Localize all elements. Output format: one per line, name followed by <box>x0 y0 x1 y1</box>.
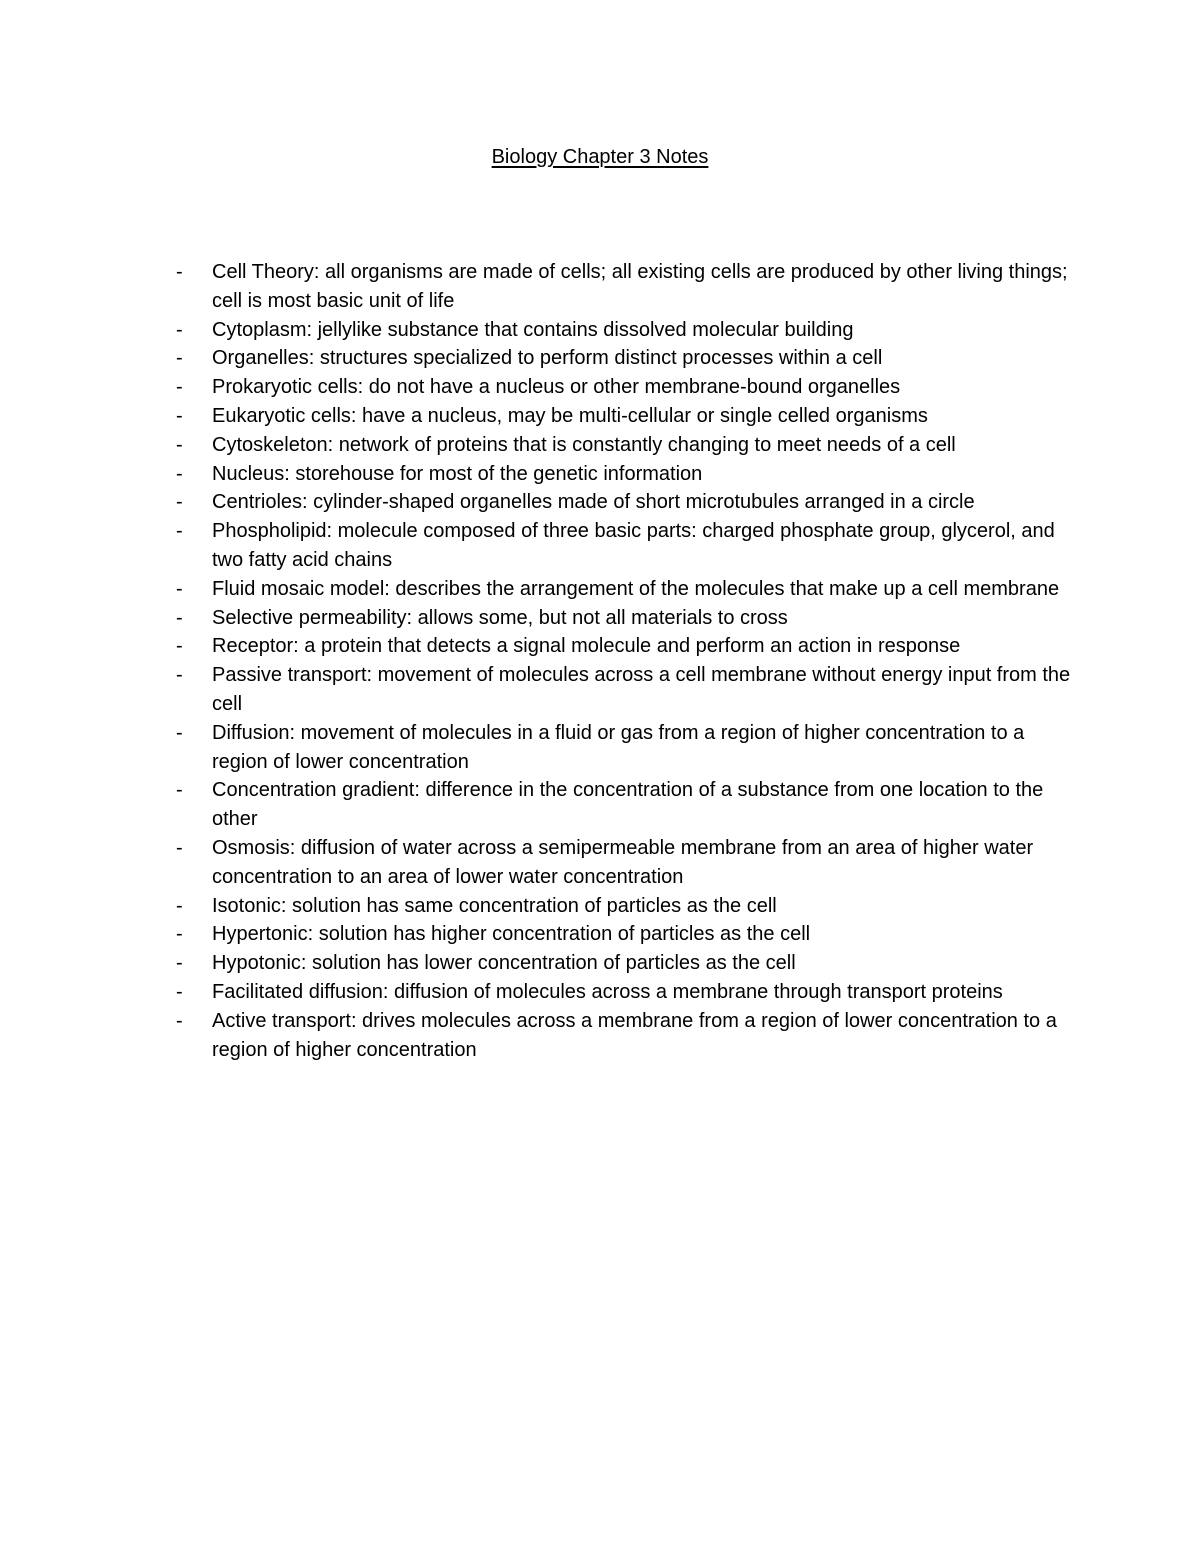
note-item <box>0 949 1200 978</box>
bullet-dash: - <box>176 376 183 399</box>
note-item <box>0 978 1200 1007</box>
bullet-dash: - <box>176 980 183 1003</box>
bullet-dash: - <box>176 779 183 802</box>
note-text: Cytoplasm: jellylike substance that contains dissolved molecular building <box>212 318 854 341</box>
note-text: Facilitated diffusion: diffusion of molecules across a membrane through transport proteins <box>212 980 1003 1003</box>
note-item <box>0 258 1200 316</box>
bullet-dash: - <box>176 261 183 283</box>
note-item <box>0 316 1200 345</box>
note-text: Nucleus: storehouse for most of the genetic information <box>212 462 703 485</box>
note-item <box>0 920 1200 949</box>
note-item <box>0 373 1200 402</box>
note-item <box>0 834 1200 892</box>
note-item <box>0 1007 1200 1065</box>
note-text: Fluid mosaic model: describes the arrangement of the molecules that make up a cell membrane <box>212 577 1060 600</box>
note-text: Eukaryotic cells: have a nucleus, may be multi-cellular or single celled organisms <box>212 404 928 427</box>
bullet-dash: - <box>176 520 183 543</box>
note-item <box>0 776 1200 834</box>
bullet-dash: - <box>176 894 183 917</box>
note-item <box>0 402 1200 431</box>
notes-list <box>0 258 1200 1064</box>
note-text: Cytoskeleton: network of proteins that is constantly changing to meet needs of a cell <box>212 433 956 456</box>
note-item <box>0 575 1200 604</box>
bullet-dash: - <box>176 635 183 658</box>
bullet-dash: - <box>176 923 183 946</box>
bullet-dash: - <box>176 836 183 859</box>
note-text: Osmosis: diffusion of water across a semipermeable membrane from an area of higher water concentration to an area of lower water concentration <box>212 836 1034 888</box>
note-text: Phospholipid: molecule composed of three basic parts: charged phosphate group, glycerol, and two fatty acid chains <box>212 520 1055 571</box>
note-item <box>0 517 1200 575</box>
note-item <box>0 661 1200 719</box>
bullet-dash: - <box>176 433 183 456</box>
note-text: Centrioles: cylinder-shaped organelles made of short microtubules arranged in a circle <box>212 491 975 514</box>
bullet-dash: - <box>176 606 183 629</box>
note-item <box>0 431 1200 460</box>
bullet-dash: - <box>176 1009 183 1032</box>
bullet-dash: - <box>176 664 183 687</box>
bullet-dash: - <box>176 318 183 341</box>
note-item <box>0 632 1200 661</box>
note-item <box>0 460 1200 489</box>
bullet-dash: - <box>176 462 183 485</box>
note-text: Cell Theory: all organisms are made of cells; all existing cells are produced by other living things; cell is most basic unit of life <box>212 261 1068 312</box>
note-text: Organelles: structures specialized to perform distinct processes within a cell <box>212 347 883 370</box>
note-text: Selective permeability: allows some, but not all materials to cross <box>212 606 788 629</box>
bullet-dash: - <box>176 347 183 370</box>
bullet-dash: - <box>176 577 183 600</box>
note-text: Isotonic: solution has same concentration of particles as the cell <box>212 894 777 917</box>
note-item <box>0 719 1200 777</box>
note-text: Receptor: a protein that detects a signal molecule and perform an action in response <box>212 635 961 658</box>
note-text: Hypertonic: solution has higher concentration of particles as the cell <box>212 923 811 946</box>
note-text: Hypotonic: solution has lower concentration of particles as the cell <box>212 952 796 975</box>
note-text: Concentration gradient: difference in the concentration of a substance from one location to the other <box>212 779 1044 831</box>
bullet-dash: - <box>176 721 183 744</box>
note-text: Diffusion: movement of molecules in a fluid or gas from a region of higher concentration to a region of lower concentration <box>212 721 1025 773</box>
note-item <box>0 488 1200 517</box>
note-text: Passive transport: movement of molecules across a cell membrane without energy input from the cell <box>212 664 1071 715</box>
bullet-dash: - <box>176 491 183 514</box>
document-title-text: Biology Chapter 3 Notes <box>491 146 709 168</box>
note-item <box>0 604 1200 633</box>
bullet-dash: - <box>176 404 183 427</box>
note-item <box>0 344 1200 373</box>
bullet-dash: - <box>176 952 183 975</box>
note-text: Active transport: drives molecules across a membrane from a region of lower concentration to a region of higher concentration <box>212 1009 1057 1061</box>
document-title <box>0 143 1200 171</box>
note-text: Prokaryotic cells: do not have a nucleus or other membrane-bound organelles <box>212 376 901 399</box>
note-item <box>0 892 1200 921</box>
